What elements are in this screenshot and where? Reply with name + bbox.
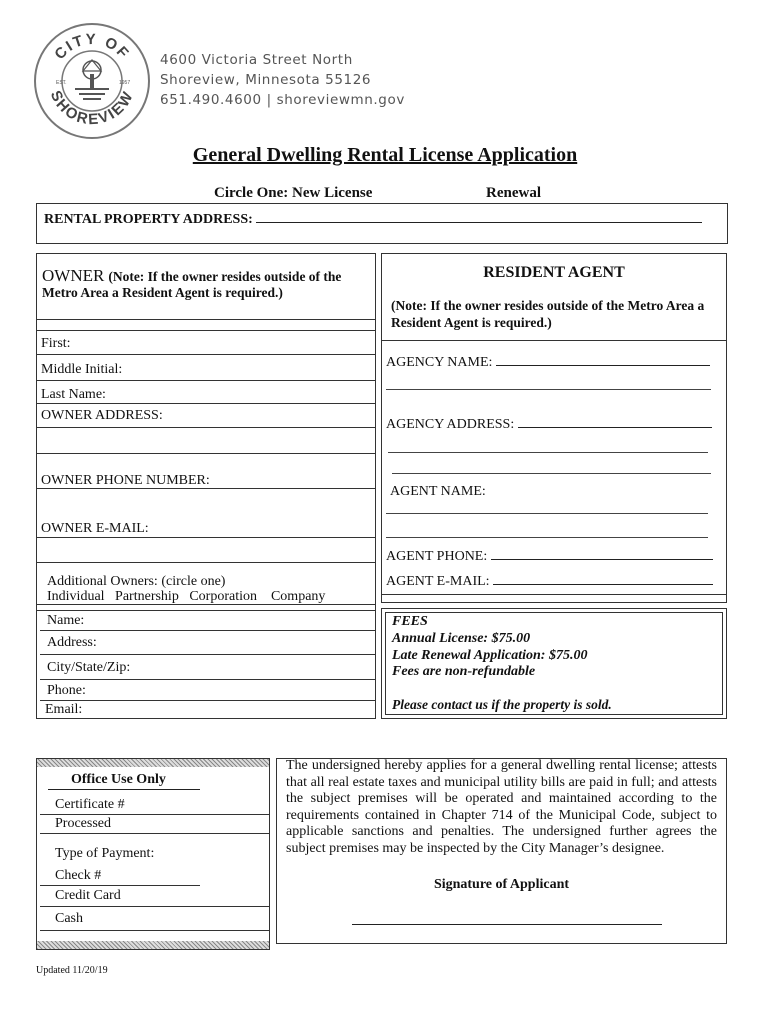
agent-email-label: AGENT E-MAIL: (386, 574, 490, 589)
additional-name-field[interactable] (40, 630, 376, 631)
seal-year: 1957 (119, 80, 131, 86)
resident-agent-heading: RESIDENT AGENT (483, 264, 625, 281)
additional-phone-field[interactable] (40, 700, 376, 701)
city-seal-logo (33, 22, 151, 140)
agent-name-field[interactable] (386, 513, 708, 514)
circle-one-renewal[interactable]: Renewal (486, 185, 541, 201)
office-credit-field[interactable] (40, 906, 269, 907)
office-check-field[interactable] (40, 885, 200, 886)
rental-property-address-label: RENTAL PROPERTY ADDRESS: (44, 212, 253, 227)
agent-name-label: AGENT NAME: (390, 484, 486, 499)
owner-note: (Note: If the owner resides outside of the Metro Area a Resident Agent is required.) (42, 269, 342, 300)
seal-text-bottom: SHOREVIEW (46, 87, 138, 129)
rental-property-address-field[interactable] (256, 210, 702, 223)
page-title: General Dwelling Rental License Application (192, 144, 578, 166)
owner-heading-block (42, 268, 372, 301)
agency-name-row (386, 353, 710, 371)
owner-address-field[interactable] (36, 453, 376, 454)
owner-address-label: OWNER ADDRESS: (41, 408, 163, 423)
additional-phone-label: Phone: (47, 683, 86, 698)
tree-icon (75, 60, 109, 100)
office-cash-field[interactable] (40, 930, 269, 931)
header-address-line2: Shoreview, Minnesota 55126 (160, 72, 372, 88)
attestation-text: The undersigned hereby applies for a general dwelling rental license; attests that all real estate taxes and municipal utility bills are paid in full; and attests the subject premises will be operated and maintained according to the requirements contained in Chapter 714 of the Municipal Code, subject to applicable sanctions and penalties. The undersigned further agrees the subject premises may be inspected by the City Manager’s designee. (286, 758, 717, 856)
option-company[interactable]: Company (270, 589, 326, 604)
agent-email-row (386, 572, 713, 590)
agent-phone-field[interactable] (491, 547, 713, 560)
owner-middle-label: Middle Initial: (41, 362, 123, 377)
office-use-heading: Office Use Only (71, 772, 166, 787)
updated-date: Updated 11/20/19 (36, 965, 108, 976)
owner-heading: OWNER (42, 266, 105, 285)
additional-address-label: Address: (47, 635, 97, 650)
option-individual[interactable]: Individual (47, 589, 105, 604)
option-corporation[interactable]: Corporation (189, 589, 257, 604)
owner-phone-field[interactable] (36, 488, 376, 489)
seal-text-top: CITY OF (51, 30, 133, 64)
owner-last-label: Last Name: (41, 387, 106, 402)
office-hatch-bottom (37, 941, 269, 949)
agent-email-field[interactable] (493, 572, 713, 585)
fees-late: Late Renewal Application: $75.00 (392, 648, 588, 663)
office-certificate-field[interactable] (40, 814, 269, 815)
fees-heading: FEES (392, 614, 428, 629)
office-check-label: Check # (55, 868, 102, 883)
agency-name-label: AGENCY NAME: (386, 355, 493, 370)
office-payment-label: Type of Payment: (55, 846, 155, 861)
signature-field[interactable] (352, 924, 662, 925)
additional-city-field[interactable] (40, 679, 376, 680)
agent-phone-label: AGENT PHONE: (386, 549, 488, 564)
additional-owners-label: Additional Owners: (circle one) (47, 574, 226, 589)
owner-phone-label: OWNER PHONE NUMBER: (41, 473, 210, 488)
agency-address-row (386, 415, 712, 433)
option-partnership[interactable]: Partnership (115, 589, 179, 604)
agency-address-field[interactable] (518, 415, 712, 428)
seal-est: EST. (56, 80, 67, 86)
owner-first-label: First: (41, 336, 71, 351)
additional-address-field[interactable] (40, 654, 376, 655)
office-hatch-top (37, 759, 269, 767)
owner-email-field[interactable] (36, 562, 376, 563)
office-cash-label: Cash (55, 911, 83, 926)
fees-nonrefundable: Fees are non-refundable (392, 664, 536, 679)
header-address-line1: 4600 Victoria Street North (160, 52, 353, 68)
owner-first-field[interactable] (36, 354, 376, 355)
svg-text:CITY OF (51, 31, 133, 63)
rental-property-label (44, 210, 702, 228)
office-certificate-label: Certificate # (55, 797, 125, 812)
additional-city-label: City/State/Zip: (47, 660, 131, 675)
additional-email-label: Email: (45, 702, 83, 717)
office-processed-label: Processed (55, 816, 111, 831)
office-processed-field[interactable] (40, 833, 269, 834)
owner-last-field[interactable] (36, 403, 376, 404)
agent-phone-row (386, 547, 713, 565)
resident-agent-note: (Note: If the owner resides outside of the Metro Area a Resident Agent is required.) (391, 298, 705, 330)
office-credit-label: Credit Card (55, 888, 121, 903)
agency-name-field[interactable] (496, 353, 710, 366)
additional-name-label: Name: (47, 613, 85, 628)
agency-address-label: AGENCY ADDRESS: (386, 417, 515, 432)
owner-middle-field[interactable] (36, 380, 376, 381)
additional-owners-block (47, 574, 325, 604)
owner-email-label: OWNER E-MAIL: (41, 521, 149, 536)
circle-one-new-license[interactable]: Circle One: New License (214, 185, 373, 201)
fees-annual: Annual License: $75.00 (392, 631, 531, 646)
signature-label: Signature of Applicant (433, 877, 570, 892)
fees-contact-note: Please contact us if the property is sold. (392, 697, 612, 712)
header-contact: 651.490.4600 | shoreviewmn.gov (160, 92, 405, 108)
